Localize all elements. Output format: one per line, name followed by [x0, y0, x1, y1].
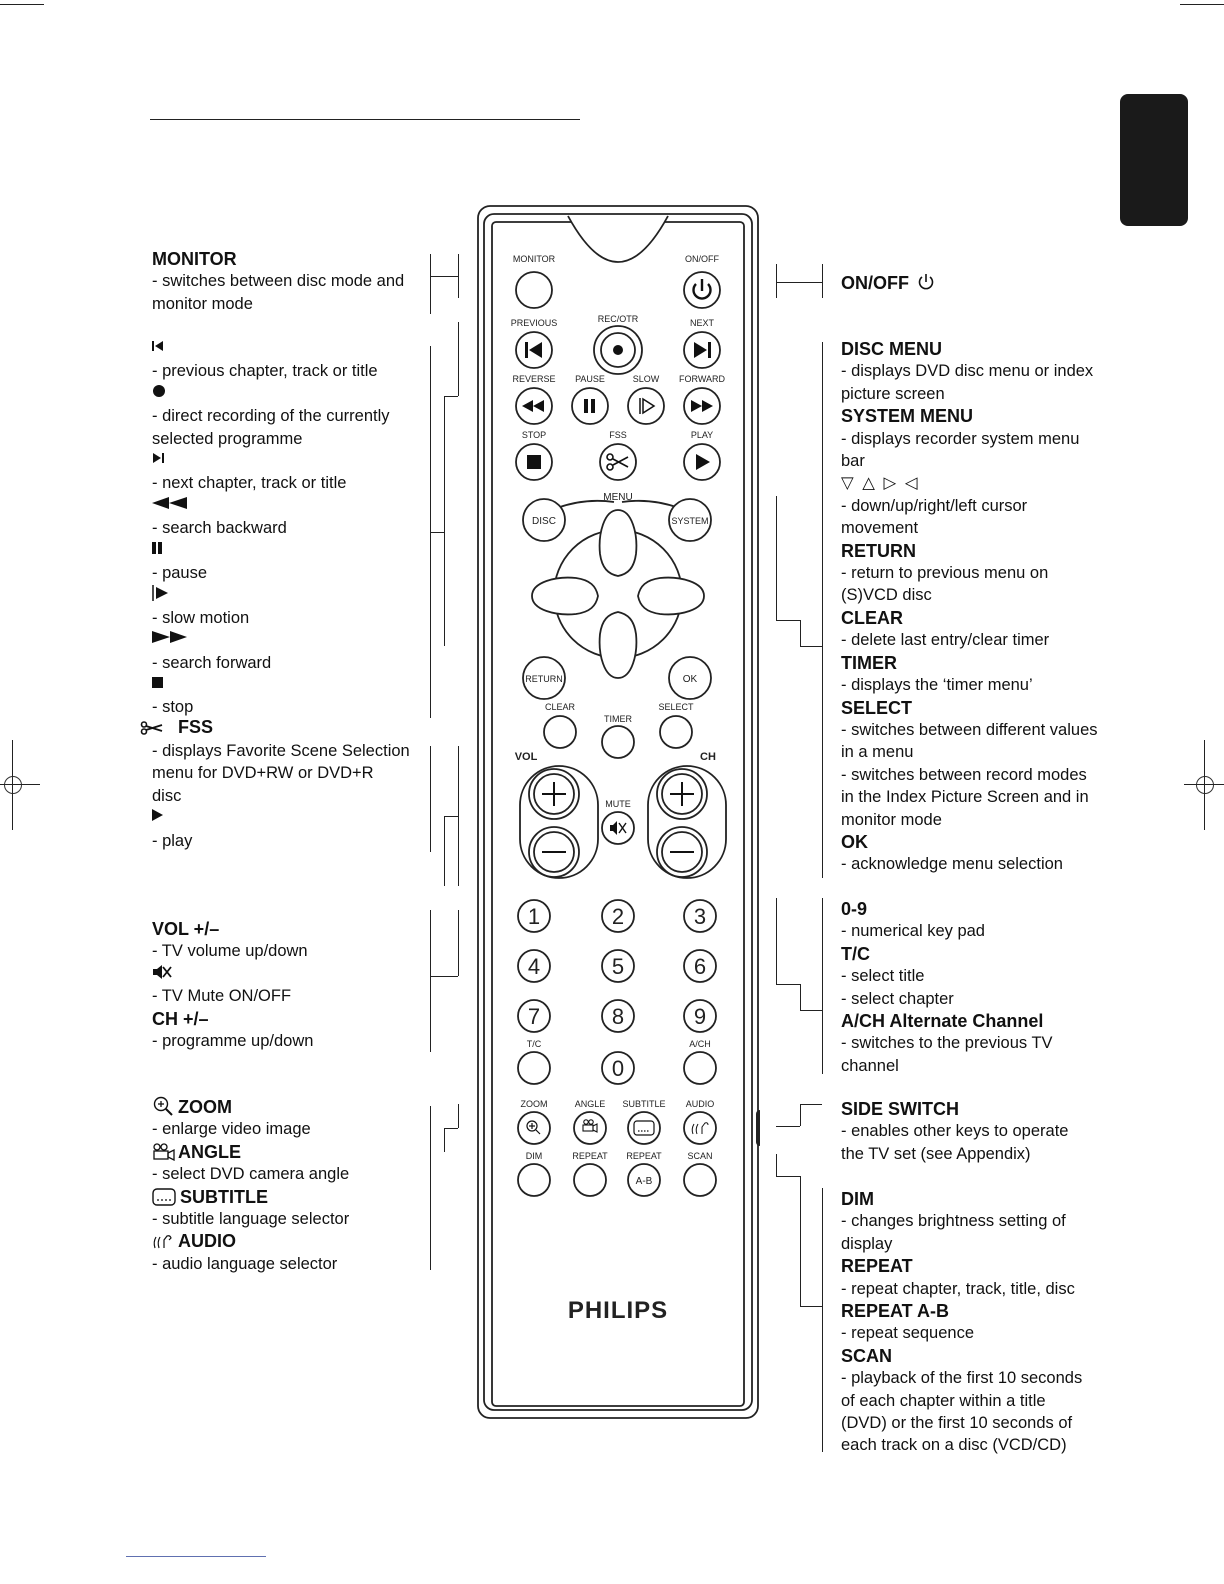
lbl-angle: ANGLE: [574, 1099, 606, 1109]
left-group-fss-desc: [152, 740, 422, 852]
side-switch[interactable]: [756, 1110, 760, 1146]
record-icon: [152, 383, 422, 405]
clear-desc: - delete last entry/clear timer: [841, 631, 1050, 650]
cursor-right-button[interactable]: [638, 578, 704, 615]
bracket-line: [800, 1010, 822, 1011]
fss-desc: disc: [152, 786, 182, 805]
lbl-onoff: ON/OFF: [685, 254, 719, 264]
bracket-line: [444, 816, 445, 886]
bracket-line: [430, 532, 444, 533]
return-title: RETURN: [841, 540, 916, 561]
dim-title: DIM: [841, 1189, 874, 1209]
num-title: 0-9: [841, 899, 868, 919]
lbl-pause: PAUSE: [575, 374, 605, 384]
mute-button[interactable]: [602, 812, 634, 844]
bracket-line: [458, 322, 459, 396]
bracket-line: [800, 1176, 801, 1306]
bracket-line: [822, 1188, 823, 1452]
subtitle-button[interactable]: [628, 1112, 660, 1144]
left-group-volume: [152, 918, 422, 1052]
bracket-line: [444, 1128, 445, 1152]
repeatab-title: REPEAT A-B: [841, 1301, 949, 1322]
discmenu-desc: - displays DVD disc menu or index: [841, 362, 1094, 381]
right-group-onoff: [841, 272, 1141, 294]
right-group-bottom: [841, 1188, 1141, 1457]
ch-desc: - programme up/down: [152, 1032, 314, 1051]
lbl-system: SYSTEM: [671, 516, 709, 526]
subtitle-desc: - subtitle language selector: [152, 1210, 350, 1229]
lbl-subtitle: SUBTITLE: [622, 1099, 666, 1109]
left-group-fss: [140, 716, 430, 738]
lbl-ch: CH: [700, 751, 716, 763]
repeatab-desc: - repeat sequence: [841, 1324, 975, 1343]
fss-title: FSS: [178, 717, 214, 737]
scan-button[interactable]: [684, 1164, 716, 1196]
play-desc: - play: [152, 831, 193, 850]
pause-button[interactable]: [572, 388, 608, 424]
dim-desc: display: [841, 1234, 893, 1253]
subtitle-icon: [152, 1188, 176, 1206]
bracket-line: [458, 254, 459, 298]
play-icon: [152, 807, 422, 829]
bracket-line: [776, 264, 777, 298]
ach-button[interactable]: [684, 1052, 716, 1084]
bracket-line: [430, 976, 458, 977]
side-desc: - enables other keys to operate: [841, 1122, 1069, 1141]
record-desc: - direct recording of the currently: [152, 407, 390, 426]
bracket-line: [776, 282, 822, 283]
lbl-monitor: MONITOR: [512, 254, 556, 264]
digit-label: 0: [611, 1056, 625, 1081]
lbl-previous: PREVIOUS: [510, 318, 558, 328]
scan-desc: of each chapter within a title: [841, 1391, 1046, 1410]
stop-desc: - stop: [152, 698, 194, 717]
bracket-line: [800, 646, 822, 647]
lbl-play: PLAY: [690, 430, 714, 440]
digit-label: 2: [611, 904, 625, 929]
crop-mark: [0, 4, 44, 5]
select-desc: - switches between record modes: [841, 765, 1087, 784]
angle-icon: [152, 1143, 176, 1161]
bracket-line: [430, 254, 431, 314]
sysmenu-title: SYSTEM MENU: [841, 406, 974, 427]
discmenu-title: DISC MENU: [841, 339, 943, 359]
bracket-line: [458, 746, 459, 886]
digit-label: 3: [693, 904, 707, 929]
timer-desc: - displays the ‘timer menu’: [841, 676, 1033, 695]
mute-icon: [152, 963, 422, 985]
scan-desc: - playback of the first 10 seconds: [841, 1369, 1083, 1388]
right-group-side: [841, 1098, 1141, 1165]
dim-button[interactable]: [518, 1164, 550, 1196]
reverse-desc: - search backward: [152, 519, 287, 538]
lbl-vol: VOL: [514, 751, 538, 763]
digit-label: 7: [527, 1004, 541, 1029]
select-desc: monitor mode: [841, 810, 942, 829]
left-group-transport: [152, 338, 422, 719]
lbl-ach: A/CH: [689, 1039, 711, 1049]
digit-label: 4: [527, 954, 541, 979]
bracket-line: [776, 984, 800, 985]
record-desc: selected programme: [152, 429, 303, 448]
crop-mark: [0, 784, 40, 785]
bracket-line: [800, 1104, 822, 1105]
lbl-zoom: ZOOM: [520, 1099, 548, 1109]
audio-heading: [152, 1230, 432, 1252]
cursor-left-button[interactable]: [532, 578, 598, 615]
ok-title: OK: [841, 831, 868, 852]
scan-desc: each track on a disc (VCD/CD): [841, 1436, 1067, 1455]
lbl-stop: STOP: [521, 430, 547, 440]
bracket-line: [776, 1154, 777, 1176]
scan-title: SCAN: [841, 1345, 893, 1366]
bracket-line: [430, 746, 431, 852]
audio-desc: - audio language selector: [152, 1254, 338, 1273]
left-group-monitor: [152, 248, 422, 315]
bracket-line: [444, 1128, 458, 1129]
stop-icon: [527, 455, 541, 469]
lbl-dim: DIM: [525, 1151, 543, 1161]
footer-rule: [126, 1556, 266, 1557]
vol-desc: - TV volume up/down: [152, 942, 308, 961]
cursor-desc: - down/up/right/left cursor: [841, 496, 1028, 515]
audio-title: AUDIO: [178, 1231, 236, 1252]
cursor-symbols: ▽ △ ▷ ◁: [841, 474, 920, 493]
side-title: SIDE SWITCH: [841, 1099, 960, 1119]
remote-control: [476, 204, 760, 1420]
bracket-line: [430, 1106, 431, 1270]
bracket-line: [822, 898, 823, 1074]
scan-desc: (DVD) or the first 10 seconds of: [841, 1414, 1073, 1433]
next-icon: [152, 450, 422, 472]
lbl-ok: OK: [682, 674, 698, 685]
slow-desc: - slow motion: [152, 608, 250, 627]
bracket-line: [800, 1104, 801, 1126]
lbl-scan: SCAN: [687, 1151, 713, 1161]
timer-button[interactable]: [602, 726, 634, 758]
fss-desc: - displays Favorite Scene Selection: [152, 742, 410, 760]
audio-button[interactable]: [684, 1112, 716, 1144]
select-desc: - switches between different values: [841, 720, 1098, 739]
lbl-select: SELECT: [658, 702, 694, 712]
discmenu-desc: picture screen: [841, 384, 945, 403]
side-desc: the TV set (see Appendix): [841, 1144, 1031, 1163]
header-rule: [150, 119, 580, 120]
ach-desc: channel: [841, 1056, 899, 1075]
subtitle-title: SUBTITLE: [180, 1186, 268, 1207]
bracket-line: [458, 910, 459, 976]
bracket-line: [430, 910, 431, 1052]
angle-title: ANGLE: [178, 1141, 241, 1162]
bracket-line: [430, 276, 458, 277]
ch-title: CH +/–: [152, 1008, 209, 1029]
brand-logo: PHILIPS: [567, 1297, 669, 1324]
select-button[interactable]: [660, 716, 692, 748]
ach-desc: - switches to the previous TV: [841, 1034, 1053, 1053]
bracket-line: [800, 984, 801, 1010]
pause-desc: - pause: [152, 563, 208, 582]
stop-icon: [152, 674, 422, 696]
tc-desc: - select chapter: [841, 989, 954, 1008]
forward-desc: - search forward: [152, 653, 272, 672]
left-group-zoom: [152, 1096, 432, 1275]
fss-desc: menu for DVD+RW or DVD+R: [152, 764, 374, 783]
ach-title: A/CH Alternate Channel: [841, 1011, 1044, 1032]
subtitle-heading: [152, 1186, 432, 1208]
lbl-repeat2: REPEAT: [626, 1151, 662, 1161]
monitor-button[interactable]: [516, 272, 552, 308]
bracket-line: [458, 1104, 459, 1128]
monitor-desc: - switches between disc mode and monitor mode: [152, 272, 405, 313]
lbl-disc: DISC: [532, 516, 556, 527]
audio-icon: [152, 1232, 176, 1250]
select-desc: in a menu: [841, 743, 914, 762]
lbl-ab: A-B: [635, 1176, 653, 1187]
tc-title: T/C: [841, 943, 870, 964]
bracket-line: [776, 1176, 800, 1177]
record-icon: [613, 345, 623, 355]
previous-icon: [152, 338, 422, 360]
bracket-line: [444, 396, 458, 397]
digit-label: 5: [611, 954, 625, 979]
lbl-fss: FSS: [609, 430, 627, 440]
vol-title: VOL +/–: [152, 919, 220, 939]
clear-title: CLEAR: [841, 607, 903, 628]
angle-button[interactable]: [574, 1112, 606, 1144]
mute-desc: - TV Mute ON/OFF: [152, 987, 292, 1006]
bracket-line: [776, 898, 777, 984]
bracket-line: [444, 396, 445, 646]
bracket-line: [776, 620, 800, 621]
timer-title: TIMER: [841, 652, 897, 673]
zoom-title: ZOOM: [178, 1097, 232, 1117]
bracket-line: [776, 496, 777, 620]
slow-icon: [152, 584, 422, 606]
cursor-up-button[interactable]: [600, 510, 637, 576]
bracket-line: [800, 620, 801, 646]
crop-mark: [1204, 740, 1205, 830]
digit-label: 6: [693, 954, 707, 979]
lbl-reverse: REVERSE: [512, 374, 556, 384]
forward-icon: [152, 629, 422, 651]
sysmenu-desc: - displays recorder system menu: [841, 429, 1080, 448]
registration-mark: [1196, 776, 1214, 794]
right-group-menus: [841, 338, 1141, 876]
select-title: SELECT: [841, 697, 913, 718]
select-desc: in the Index Picture Screen and in: [841, 788, 1089, 807]
onoff-heading: [841, 272, 1141, 294]
bracket-line: [822, 264, 823, 298]
lbl-mute: MUTE: [605, 799, 631, 809]
repeat-button[interactable]: [574, 1164, 606, 1196]
dim-desc: - changes brightness setting of: [841, 1212, 1066, 1231]
cursor-down-button[interactable]: [600, 612, 637, 678]
digit-label: 1: [527, 904, 541, 929]
tc-button[interactable]: [518, 1052, 550, 1084]
angle-heading: [152, 1141, 432, 1163]
next-desc: - next chapter, track or title: [152, 474, 347, 493]
sysmenu-desc: bar: [841, 452, 865, 471]
pause-icon: [152, 540, 422, 562]
lbl-clear: CLEAR: [544, 702, 576, 712]
repeat-desc: - repeat chapter, track, title, disc: [841, 1279, 1075, 1298]
clear-button[interactable]: [544, 716, 576, 748]
ok-desc: - acknowledge menu selection: [841, 855, 1063, 874]
lbl-menu: MENU: [603, 492, 633, 503]
zoom-desc: - enlarge video image: [152, 1120, 311, 1139]
slow-button[interactable]: [628, 388, 664, 424]
return-desc: - return to previous menu on: [841, 564, 1049, 583]
lbl-slow: SLOW: [632, 374, 660, 384]
bracket-line: [776, 1126, 800, 1127]
language-tab: [1120, 94, 1188, 226]
repeat-title: REPEAT: [841, 1256, 913, 1277]
bracket-line: [444, 816, 458, 817]
lbl-audio: AUDIO: [685, 1099, 715, 1109]
scissors-icon: [140, 721, 164, 735]
crop-mark: [1184, 784, 1224, 785]
zoom-button[interactable]: [518, 1112, 550, 1144]
crop-mark: [12, 740, 13, 830]
fss-heading: [140, 716, 430, 738]
right-group-numbers: [841, 898, 1141, 1077]
zoom-icon: [152, 1096, 174, 1116]
monitor-title: MONITOR: [152, 249, 237, 269]
registration-mark: [4, 776, 22, 794]
zoom-heading: [152, 1096, 432, 1118]
lbl-timer: TIMER: [604, 714, 632, 724]
cursor-desc: movement: [841, 519, 919, 538]
power-icon: [917, 273, 935, 291]
angle-desc: - select DVD camera angle: [152, 1165, 350, 1184]
reverse-icon: [152, 495, 422, 517]
num-desc: - numerical key pad: [841, 922, 985, 941]
crop-mark: [1180, 4, 1224, 5]
lbl-return: RETURN: [525, 674, 563, 684]
lbl-tc: T/C: [526, 1039, 542, 1049]
lbl-next: NEXT: [689, 318, 715, 328]
onoff-title: ON/OFF: [841, 273, 909, 293]
digit-label: 9: [693, 1004, 707, 1029]
lbl-recotr: REC/OTR: [597, 314, 639, 324]
digit-label: 8: [611, 1004, 625, 1029]
previous-desc: - previous chapter, track or title: [152, 362, 378, 381]
bracket-line: [822, 342, 823, 878]
tc-desc: - select title: [841, 967, 925, 986]
lbl-forward: FORWARD: [679, 374, 725, 384]
lbl-repeat: REPEAT: [572, 1151, 608, 1161]
bracket-line: [800, 1306, 822, 1307]
return-desc: (S)VCD disc: [841, 586, 932, 605]
